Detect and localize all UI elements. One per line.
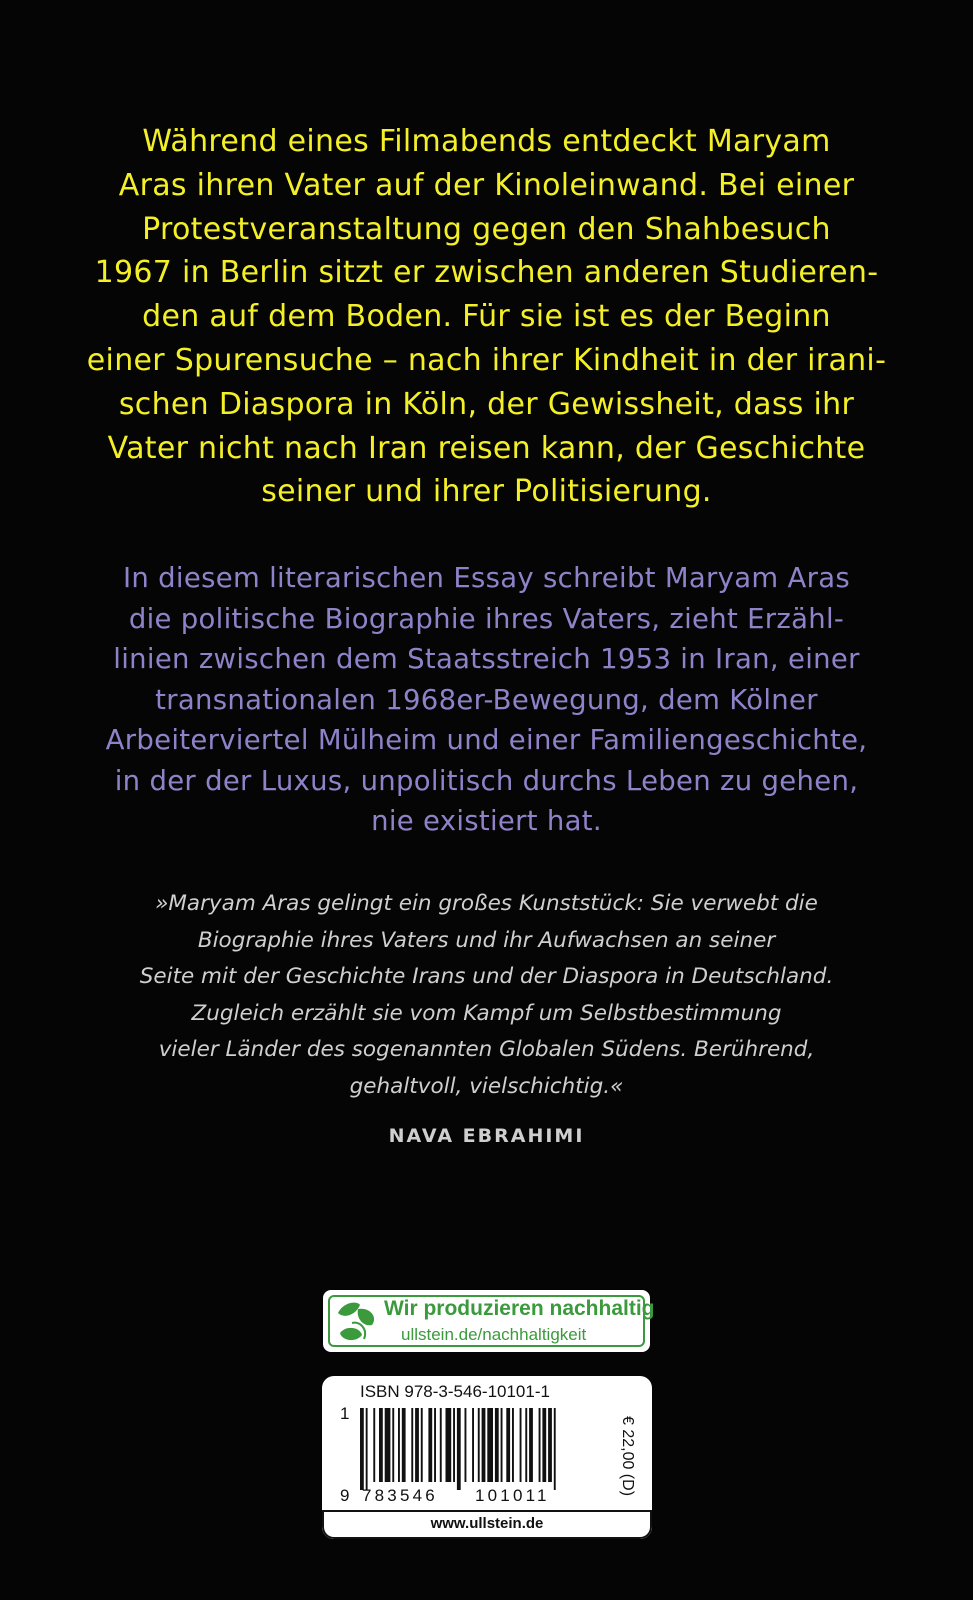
barcode-label [322,1376,652,1539]
barcode-bar [385,1408,391,1482]
barcode-bar [512,1408,514,1482]
barcode-bar [465,1408,467,1482]
essay-line: nie existiert hat. [371,805,602,837]
barcode-bar [402,1408,406,1482]
barcode-bar [373,1408,375,1482]
price-text: € 22,00 (D) [619,1415,636,1497]
barcode-bar [360,1408,364,1490]
quote-line: Seite mit der Geschichte Irans und der Diaspora in Deutschland. [139,964,834,989]
barcode-bar [415,1408,419,1482]
sustainability-badge [323,1290,655,1352]
essay-line: linien zwischen dem Staatsstreich 1953 in Iran, einer [113,643,860,675]
blurb-line: Während eines Filmabends entdeckt Maryam [142,124,831,159]
leaf-icon [334,1299,380,1345]
website-url: www.ullstein.de [324,1510,650,1537]
quote-line: vieler Länder des sogenannten Globalen Südens. Berührend, [158,1037,815,1062]
blurb-paragraph [0,120,973,514]
blurb-line: den auf dem Boden. Für sie ist es der Beginn [142,299,831,335]
barcode-bar [398,1408,400,1482]
barcode-bar [525,1408,527,1482]
barcode-bar [529,1408,533,1482]
blurb-line: 1967 in Berlin sitzt er zwischen anderen Studieren- [94,255,879,291]
badge-title: Wir produzieren nachhaltig [384,1297,655,1320]
barcode-bar [457,1408,461,1490]
barcode-bar [411,1408,413,1482]
quote-line: gehaltvoll, vielschichtig.« [349,1073,624,1099]
barcode-bar [501,1408,503,1482]
blurb-line: Vater nicht nach Iran reisen kann, der Geschichte [107,430,866,466]
essay-line: In diesem literarischen Essay schreibt Maryam Aras [123,562,850,594]
isbn-text: ISBN 978-3-546-10101-1 [360,1382,550,1401]
barcode-bar [478,1408,480,1482]
barcode-bar [548,1408,552,1482]
blurb-line: seiner und ihrer Politisierung. [261,474,712,510]
barcode-digits-right: 101011 [475,1486,550,1505]
barcode-bar [392,1408,394,1482]
barcode-lead-digit: 9 [340,1486,350,1505]
barcode-bar [495,1408,499,1482]
barcode-bar [539,1408,541,1482]
quote-line: Zugleich erzählt sie vom Kampf um Selbstbestimmung [191,1000,782,1026]
barcode-bar [421,1408,423,1482]
essay-description [0,558,973,842]
barcode-bar [482,1408,486,1482]
barcode-bar [366,1408,368,1490]
barcode-addon-digit: 1 [340,1404,350,1423]
barcode-bar [428,1408,432,1482]
blurb-line: einer Spurensuche – nach ihrer Kindheit in der irani- [86,342,887,378]
barcode-bar [440,1408,442,1482]
barcode-bar [506,1408,510,1482]
barcode-bar [487,1408,493,1482]
website-bar [322,1510,652,1539]
quote-line: Biographie ihres Vaters und ihr Aufwachsen an seiner [197,927,776,953]
review-quote [0,886,973,1105]
barcode-bar [542,1408,546,1482]
barcode-bars [360,1408,614,1490]
barcode-bar [472,1408,474,1482]
barcode-digits-left: 783546 [362,1486,438,1505]
blurb-line: schen Diaspora in Köln, der Gewissheit, dass ihr [118,386,855,422]
barcode-bar [554,1408,556,1490]
barcode-bar [446,1408,452,1482]
essay-line: transnationalen 1968er-Bewegung, dem Kölner [155,683,818,716]
quote-line: »Maryam Aras gelingt ein großes Kunststück: Sie verwebt die [155,891,818,916]
barcode-bar [379,1408,383,1482]
price-label [616,1406,638,1506]
barcode-bar [434,1408,436,1482]
barcode-bar [453,1408,455,1482]
blurb-line: Aras ihren Vater auf der Kinoleinwand. Bei einer [118,167,855,203]
blurb-line: Protestveranstaltung gegen den Shahbesuch [142,211,831,247]
quote-author: NAVA EBRAHIMI [388,1125,585,1147]
essay-line: Arbeiterviertel Mülheim und einer Familiengeschichte, [105,724,868,756]
essay-line: die politische Biographie ihres Vaters, zieht Erzähl- [128,602,845,635]
essay-line: in der der Luxus, unpolitisch durchs Leben zu gehen, [114,764,859,797]
badge-url: ullstein.de/nachhaltigkeit [401,1325,587,1344]
barcode-bar [520,1408,522,1482]
